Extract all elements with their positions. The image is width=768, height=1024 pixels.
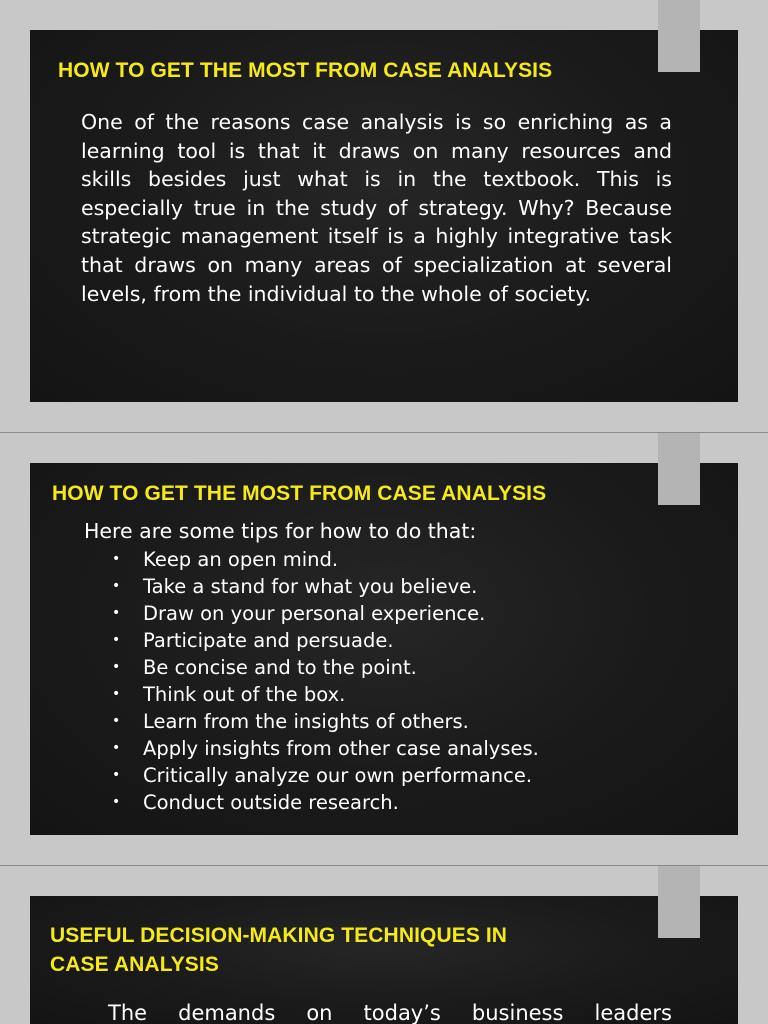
list-item (112, 600, 539, 627)
bullet-icon: • (112, 551, 121, 567)
list-item-text: Apply insights from other case analyses. (143, 737, 539, 760)
slide-1-tab (658, 0, 700, 72)
list-item (112, 681, 539, 708)
bullet-icon: • (112, 605, 121, 621)
list-item (112, 627, 539, 654)
slide-1-title: HOW TO GET THE MOST FROM CASE ANALYSIS (58, 59, 553, 82)
slide-2-title: HOW TO GET THE MOST FROM CASE ANALYSIS (52, 482, 547, 505)
slide-2-tab (658, 433, 700, 505)
slide-3-body (108, 999, 672, 1024)
slide-2-tips-list (112, 546, 539, 816)
list-item (112, 762, 539, 789)
bullet-icon: • (112, 767, 121, 783)
slide-1-body: One of the reasons case analysis is so enriching as a learning tool is that it draws on many resources and skills besides just what is in the textbook. This is especially true in the study of strategy. Why? Because strategic management itself is a highly integrative task that draws on many areas of specialization at several levels, from the individual to the whole of society. (81, 110, 672, 306)
list-item-text: Learn from the insights of others. (143, 710, 469, 733)
body-word: The (108, 1001, 148, 1024)
body-word: on (306, 1001, 333, 1024)
page-divider-2 (0, 865, 768, 866)
bullet-icon: • (112, 740, 121, 756)
list-item-text: Think out of the box. (143, 683, 346, 706)
list-item (112, 735, 539, 762)
list-item (112, 573, 539, 600)
bullet-icon: • (112, 794, 121, 810)
list-item (112, 654, 539, 681)
list-item-text: Keep an open mind. (143, 548, 339, 571)
list-item-text: Critically analyze our own performance. (143, 764, 533, 787)
list-item-text: Be concise and to the point. (143, 656, 417, 679)
bullet-icon: • (112, 632, 121, 648)
list-item-text: Draw on your personal experience. (143, 602, 486, 625)
list-item (112, 708, 539, 735)
bullet-icon: • (112, 686, 121, 702)
page-divider-1 (0, 432, 768, 433)
body-word: demands (178, 1001, 276, 1024)
list-item-text: Participate and persuade. (143, 629, 394, 652)
list-item-text: Take a stand for what you believe. (143, 575, 478, 598)
slide-3-title-line-1: USEFUL DECISION-MAKING TECHNIQUES IN (50, 924, 508, 947)
body-word: today’s (363, 1001, 441, 1024)
body-word: leaders (594, 1001, 672, 1024)
list-item-text: Conduct outside research. (143, 791, 399, 814)
slide-2-intro: Here are some tips for how to do that: (84, 519, 477, 543)
list-item (112, 789, 539, 816)
body-word: business (471, 1001, 564, 1024)
slide-3-title (50, 921, 507, 979)
bullet-icon: • (112, 659, 121, 675)
bullet-icon: • (112, 578, 121, 594)
bullet-icon: • (112, 713, 121, 729)
list-item (112, 546, 539, 573)
slide-3-tab (658, 866, 700, 938)
slide-3-title-line-2: CASE ANALYSIS (50, 953, 219, 976)
